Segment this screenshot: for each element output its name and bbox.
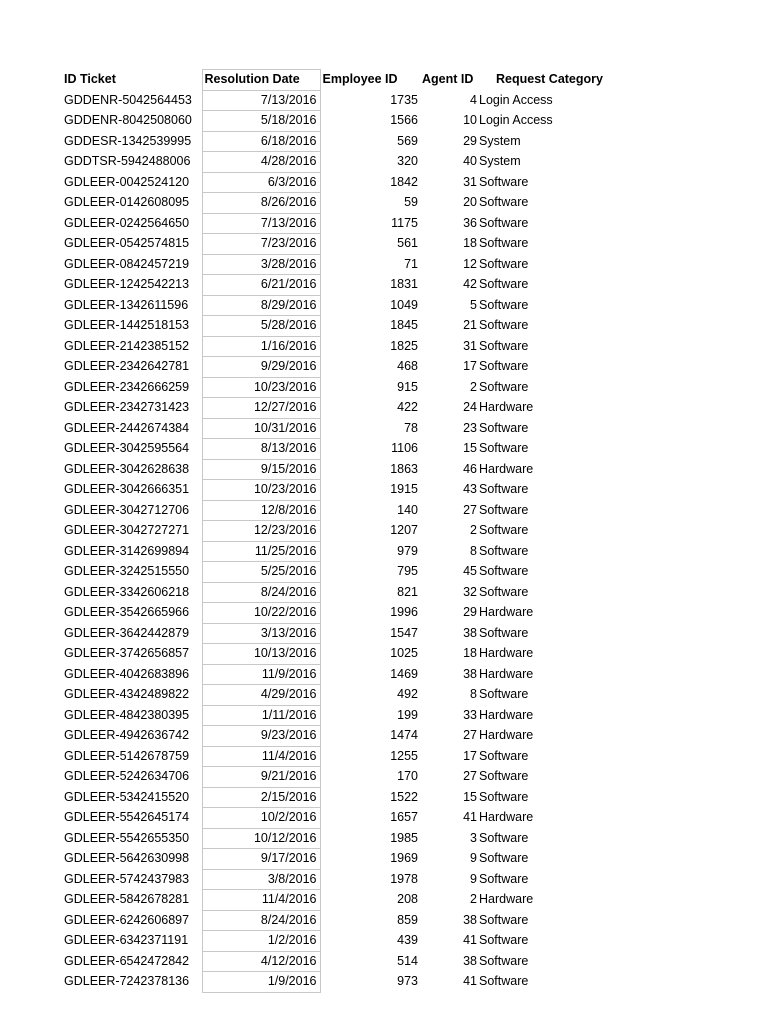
- cell-request-category[interactable]: Software: [479, 297, 529, 312]
- cell-employee-id[interactable]: 1842: [390, 174, 418, 189]
- cell-request-category[interactable]: Software: [479, 769, 529, 783]
- cell-id-ticket[interactable]: GDLEER-2342731423: [64, 400, 190, 414]
- cell-request-category[interactable]: Software: [479, 277, 529, 291]
- table-row: [60, 931, 608, 952]
- cell-employee-id[interactable]: 1985: [390, 830, 418, 845]
- cell-agent-id[interactable]: 20: [463, 195, 477, 209]
- header-id-ticket[interactable]: ID Ticket: [64, 72, 116, 86]
- table-row: [60, 623, 608, 644]
- cell-agent-id[interactable]: 42: [463, 277, 477, 291]
- cell-request-category[interactable]: Software: [479, 871, 529, 886]
- cell-agent-id[interactable]: 29: [463, 605, 477, 619]
- cell-id-ticket[interactable]: GDLEER-2342642781: [64, 359, 190, 373]
- cell-resolution-date[interactable]: 11/25/2016: [202, 541, 320, 562]
- cell-request-category[interactable]: Software: [479, 379, 529, 394]
- cell-resolution-date[interactable]: 7/23/2016: [202, 234, 320, 255]
- header-request-category[interactable]: Request Category: [496, 72, 603, 86]
- cell-resolution-date[interactable]: 6/3/2016: [202, 172, 320, 193]
- cell-request-category[interactable]: Software: [479, 482, 529, 496]
- cell-resolution-date[interactable]: 3/13/2016: [202, 623, 320, 644]
- table-row: [60, 849, 608, 870]
- cell-employee-id[interactable]: 1969: [390, 851, 418, 865]
- cell-agent-id[interactable]: 29: [463, 133, 477, 148]
- table-row: [60, 152, 608, 173]
- table-row: [60, 828, 608, 849]
- table-row: [60, 234, 608, 255]
- cell-request-category[interactable]: Login Access: [479, 113, 553, 127]
- cell-resolution-date[interactable]: 10/2/2016: [202, 808, 320, 829]
- table-row: [60, 910, 608, 931]
- cell-agent-id[interactable]: 2: [470, 892, 477, 906]
- cell-request-category[interactable]: Hardware: [479, 810, 534, 824]
- cell-employee-id[interactable]: 439: [397, 933, 418, 947]
- cell-employee-id[interactable]: 71: [404, 256, 418, 271]
- cell-request-category[interactable]: Software: [479, 687, 529, 701]
- header-employee-id[interactable]: Employee ID: [322, 72, 398, 86]
- cell-id-ticket[interactable]: GDDESR-1342539995: [64, 133, 192, 148]
- cell-agent-id[interactable]: 27: [463, 502, 477, 517]
- table-row: [60, 500, 608, 521]
- table-row: [60, 972, 608, 993]
- cell-employee-id[interactable]: 170: [397, 769, 418, 783]
- cell-id-ticket[interactable]: GDLEER-6242606897: [64, 912, 190, 927]
- cell-request-category[interactable]: Hardware: [479, 666, 534, 681]
- cell-id-ticket[interactable]: GDLEER-5142678759: [64, 748, 190, 763]
- cell-request-category[interactable]: Software: [479, 338, 529, 353]
- cell-resolution-date[interactable]: 5/25/2016: [202, 562, 320, 583]
- table-row: [60, 254, 608, 275]
- table-row: [60, 336, 608, 357]
- cell-agent-id[interactable]: 24: [463, 400, 477, 414]
- table-row: [60, 131, 608, 152]
- cell-agent-id[interactable]: 5: [470, 297, 477, 312]
- cell-request-category[interactable]: Software: [479, 830, 529, 845]
- cell-id-ticket[interactable]: GDLEER-7242378136: [64, 974, 190, 988]
- table-row: [60, 705, 608, 726]
- cell-resolution-date[interactable]: 9/23/2016: [202, 726, 320, 747]
- cell-agent-id[interactable]: 27: [463, 728, 477, 742]
- cell-employee-id[interactable]: 1845: [390, 318, 418, 332]
- table-row: [60, 746, 608, 767]
- cell-request-category[interactable]: Hardware: [479, 400, 534, 414]
- cell-agent-id[interactable]: 17: [463, 748, 477, 763]
- cell-employee-id[interactable]: 1025: [390, 646, 418, 660]
- cell-employee-id[interactable]: 1825: [390, 338, 418, 353]
- cell-resolution-date[interactable]: 11/4/2016: [202, 890, 320, 911]
- cell-id-ticket[interactable]: GDDENR-5042564453: [64, 92, 192, 107]
- table-row: [60, 521, 608, 542]
- cell-resolution-date[interactable]: 6/18/2016: [202, 131, 320, 152]
- cell-agent-id[interactable]: 27: [463, 769, 477, 783]
- header-row: [60, 70, 608, 91]
- cell-request-category[interactable]: Hardware: [479, 707, 534, 722]
- cell-resolution-date[interactable]: 12/27/2016: [202, 398, 320, 419]
- cell-request-category[interactable]: Login Access: [479, 92, 553, 107]
- cell-resolution-date[interactable]: 8/24/2016: [202, 582, 320, 603]
- table-row: [60, 459, 608, 480]
- table-row: [60, 562, 608, 583]
- cell-resolution-date[interactable]: 4/28/2016: [202, 152, 320, 173]
- table-row: [60, 172, 608, 193]
- table-row: [60, 890, 608, 911]
- cell-resolution-date[interactable]: 10/13/2016: [202, 644, 320, 665]
- cell-id-ticket[interactable]: GDLEER-0242564650: [64, 215, 190, 230]
- cell-employee-id[interactable]: 514: [397, 953, 418, 968]
- table-row: [60, 603, 608, 624]
- cell-resolution-date[interactable]: 8/24/2016: [202, 910, 320, 931]
- table-row: [60, 111, 608, 132]
- header-resolution-date[interactable]: Resolution Date: [202, 70, 320, 91]
- table-row: [60, 398, 608, 419]
- cell-agent-id[interactable]: 38: [463, 912, 477, 927]
- table-row: [60, 418, 608, 439]
- cell-id-ticket[interactable]: GDLEER-3142699894: [64, 543, 190, 558]
- cell-id-ticket[interactable]: GDLEER-5742437983: [64, 871, 190, 886]
- cell-id-ticket[interactable]: GDLEER-2142385152: [64, 338, 190, 353]
- cell-agent-id[interactable]: 21: [463, 318, 477, 332]
- cell-agent-id[interactable]: 3: [470, 830, 477, 845]
- cell-employee-id[interactable]: 1566: [390, 113, 418, 127]
- cell-agent-id[interactable]: 43: [463, 482, 477, 496]
- cell-agent-id[interactable]: 15: [463, 789, 477, 804]
- cell-agent-id[interactable]: 31: [463, 174, 477, 189]
- cell-resolution-date[interactable]: 5/28/2016: [202, 316, 320, 337]
- cell-employee-id[interactable]: 1915: [390, 482, 418, 496]
- cell-agent-id[interactable]: 38: [463, 666, 477, 681]
- cell-employee-id[interactable]: 1469: [390, 666, 418, 681]
- cell-id-ticket[interactable]: GDLEER-3042666351: [64, 482, 190, 496]
- table-row: [60, 869, 608, 890]
- cell-resolution-date[interactable]: 3/8/2016: [202, 869, 320, 890]
- cell-resolution-date[interactable]: 1/16/2016: [202, 336, 320, 357]
- cell-id-ticket[interactable]: GDLEER-5342415520: [64, 789, 190, 804]
- cell-resolution-date[interactable]: 12/23/2016: [202, 521, 320, 542]
- cell-agent-id[interactable]: 38: [463, 625, 477, 640]
- table-body: [60, 90, 608, 992]
- cell-request-category[interactable]: Software: [479, 625, 529, 640]
- cell-request-category[interactable]: Hardware: [479, 605, 534, 619]
- cell-request-category[interactable]: Software: [479, 195, 529, 209]
- cell-agent-id[interactable]: 8: [470, 687, 477, 701]
- cell-agent-id[interactable]: 10: [463, 113, 477, 127]
- cell-agent-id[interactable]: 4: [470, 92, 477, 107]
- cell-employee-id[interactable]: 979: [397, 543, 418, 558]
- table-row: [60, 664, 608, 685]
- cell-request-category[interactable]: Hardware: [479, 646, 534, 660]
- cell-employee-id[interactable]: 915: [397, 379, 418, 394]
- cell-resolution-date[interactable]: 12/8/2016: [202, 500, 320, 521]
- cell-request-category[interactable]: Software: [479, 584, 529, 599]
- cell-id-ticket[interactable]: GDLEER-0542574815: [64, 236, 190, 250]
- cell-id-ticket[interactable]: GDLEER-2342666259: [64, 379, 190, 394]
- cell-resolution-date[interactable]: 4/29/2016: [202, 685, 320, 706]
- cell-agent-id[interactable]: 18: [463, 646, 477, 660]
- cell-resolution-date[interactable]: 5/18/2016: [202, 111, 320, 132]
- cell-request-category[interactable]: Software: [479, 912, 529, 927]
- cell-agent-id[interactable]: 32: [463, 584, 477, 599]
- cell-resolution-date[interactable]: 2/15/2016: [202, 787, 320, 808]
- cell-resolution-date[interactable]: 1/11/2016: [202, 705, 320, 726]
- cell-employee-id[interactable]: 1547: [390, 625, 418, 640]
- cell-agent-id[interactable]: 8: [470, 543, 477, 558]
- cell-resolution-date[interactable]: 8/26/2016: [202, 193, 320, 214]
- cell-resolution-date[interactable]: 8/13/2016: [202, 439, 320, 460]
- cell-employee-id[interactable]: 78: [404, 420, 418, 435]
- cell-agent-id[interactable]: 18: [463, 236, 477, 250]
- cell-request-category[interactable]: System: [479, 154, 521, 168]
- cell-id-ticket[interactable]: GDLEER-6342371191: [64, 933, 189, 947]
- cell-id-ticket[interactable]: GDLEER-4842380395: [64, 707, 190, 722]
- cell-employee-id[interactable]: 1207: [390, 523, 418, 537]
- cell-request-category[interactable]: Software: [479, 318, 529, 332]
- cell-id-ticket[interactable]: GDLEER-6542472842: [64, 953, 190, 968]
- cell-request-category[interactable]: Software: [479, 174, 529, 189]
- cell-agent-id[interactable]: 9: [470, 851, 477, 865]
- cell-request-category[interactable]: Software: [479, 543, 529, 558]
- ticket-table: [60, 69, 609, 993]
- cell-employee-id[interactable]: 492: [397, 687, 418, 701]
- cell-resolution-date[interactable]: 11/4/2016: [202, 746, 320, 767]
- cell-request-category[interactable]: Software: [479, 502, 529, 517]
- cell-resolution-date[interactable]: 6/21/2016: [202, 275, 320, 296]
- cell-request-category[interactable]: Hardware: [479, 892, 534, 906]
- cell-agent-id[interactable]: 2: [470, 523, 477, 537]
- table-row: [60, 767, 608, 788]
- cell-employee-id[interactable]: 1522: [390, 789, 418, 804]
- cell-id-ticket[interactable]: GDLEER-0142608095: [64, 195, 190, 209]
- cell-agent-id[interactable]: 23: [463, 420, 477, 435]
- cell-request-category[interactable]: Software: [479, 789, 529, 804]
- table-row: [60, 951, 608, 972]
- cell-request-category[interactable]: Hardware: [479, 461, 534, 476]
- cell-request-category[interactable]: Software: [479, 851, 529, 865]
- cell-request-category[interactable]: Hardware: [479, 728, 534, 742]
- cell-agent-id[interactable]: 17: [463, 359, 477, 373]
- cell-employee-id[interactable]: 561: [397, 236, 418, 250]
- cell-agent-id[interactable]: 38: [463, 953, 477, 968]
- cell-employee-id[interactable]: 569: [397, 133, 418, 148]
- cell-resolution-date[interactable]: 3/28/2016: [202, 254, 320, 275]
- cell-agent-id[interactable]: 45: [463, 564, 477, 578]
- cell-resolution-date[interactable]: 10/23/2016: [202, 377, 320, 398]
- cell-employee-id[interactable]: 468: [397, 359, 418, 373]
- cell-resolution-date[interactable]: 1/9/2016: [202, 972, 320, 993]
- cell-employee-id[interactable]: 140: [397, 502, 418, 517]
- cell-employee-id[interactable]: 320: [397, 154, 418, 168]
- cell-request-category[interactable]: Software: [479, 359, 529, 373]
- cell-resolution-date[interactable]: 4/12/2016: [202, 951, 320, 972]
- table-row: [60, 193, 608, 214]
- cell-request-category[interactable]: Software: [479, 256, 529, 271]
- cell-resolution-date[interactable]: 9/15/2016: [202, 459, 320, 480]
- cell-employee-id[interactable]: 199: [397, 707, 418, 722]
- cell-resolution-date[interactable]: 11/9/2016: [202, 664, 320, 685]
- cell-resolution-date[interactable]: 1/2/2016: [202, 931, 320, 952]
- cell-id-ticket[interactable]: GDLEER-3042595564: [64, 441, 190, 455]
- cell-employee-id[interactable]: 1863: [390, 461, 418, 476]
- table-row: [60, 726, 608, 747]
- cell-agent-id[interactable]: 33: [463, 707, 477, 722]
- table-row: [60, 357, 608, 378]
- cell-resolution-date[interactable]: 10/12/2016: [202, 828, 320, 849]
- cell-agent-id[interactable]: 15: [463, 441, 477, 455]
- cell-employee-id[interactable]: 422: [397, 400, 418, 414]
- cell-agent-id[interactable]: 41: [463, 974, 477, 988]
- cell-request-category[interactable]: Software: [479, 523, 529, 537]
- cell-resolution-date[interactable]: 10/31/2016: [202, 418, 320, 439]
- cell-id-ticket[interactable]: GDLEER-0842457219: [64, 256, 190, 271]
- cell-request-category[interactable]: Software: [479, 953, 529, 968]
- cell-employee-id[interactable]: 795: [397, 564, 418, 578]
- spreadsheet: [0, 69, 768, 993]
- cell-agent-id[interactable]: 12: [463, 256, 477, 271]
- cell-id-ticket[interactable]: GDDTSR-5942488006: [64, 154, 191, 168]
- cell-resolution-date[interactable]: 9/17/2016: [202, 849, 320, 870]
- cell-agent-id[interactable]: 31: [463, 338, 477, 353]
- cell-employee-id[interactable]: 821: [397, 584, 418, 599]
- header-agent-id[interactable]: Agent ID: [422, 72, 474, 86]
- cell-agent-id[interactable]: 2: [470, 379, 477, 394]
- table-row: [60, 439, 608, 460]
- cell-id-ticket[interactable]: GDLEER-4342489822: [64, 687, 190, 701]
- cell-employee-id[interactable]: 1049: [390, 297, 418, 312]
- table-row: [60, 316, 608, 337]
- table-row: [60, 644, 608, 665]
- cell-id-ticket[interactable]: GDLEER-2442674384: [64, 420, 190, 435]
- table-row: [60, 275, 608, 296]
- cell-request-category[interactable]: Software: [479, 441, 529, 455]
- cell-id-ticket[interactable]: GDLEER-0042524120: [64, 174, 190, 189]
- cell-employee-id[interactable]: 859: [397, 912, 418, 927]
- cell-request-category[interactable]: Software: [479, 236, 529, 250]
- cell-id-ticket[interactable]: GDLEER-3042712706: [64, 502, 190, 517]
- cell-agent-id[interactable]: 36: [463, 215, 477, 230]
- table-row: [60, 213, 608, 234]
- cell-agent-id[interactable]: 40: [463, 154, 477, 168]
- cell-id-ticket[interactable]: GDLEER-3342606218: [64, 584, 190, 599]
- cell-employee-id[interactable]: 1255: [390, 748, 418, 763]
- cell-id-ticket[interactable]: GDLEER-3742656857: [64, 646, 190, 660]
- cell-id-ticket[interactable]: GDLEER-5542655350: [64, 830, 190, 845]
- cell-agent-id[interactable]: 41: [463, 933, 477, 947]
- cell-request-category[interactable]: Software: [479, 420, 529, 435]
- cell-resolution-date[interactable]: 7/13/2016: [202, 213, 320, 234]
- cell-id-ticket[interactable]: GDLEER-4942636742: [64, 728, 190, 742]
- table-row: [60, 377, 608, 398]
- cell-id-ticket[interactable]: GDLEER-4042683896: [64, 666, 190, 681]
- table-row: [60, 90, 608, 111]
- cell-employee-id[interactable]: 1175: [391, 215, 418, 230]
- cell-request-category[interactable]: Software: [479, 215, 529, 230]
- cell-resolution-date[interactable]: 9/29/2016: [202, 357, 320, 378]
- cell-agent-id[interactable]: 46: [463, 461, 477, 476]
- table-row: [60, 541, 608, 562]
- cell-id-ticket[interactable]: GDLEER-3242515550: [64, 564, 190, 578]
- cell-employee-id[interactable]: 973: [397, 974, 418, 988]
- cell-resolution-date[interactable]: 8/29/2016: [202, 295, 320, 316]
- cell-employee-id[interactable]: 1735: [390, 92, 418, 107]
- cell-id-ticket[interactable]: GDLEER-1442518153: [64, 318, 190, 332]
- cell-id-ticket[interactable]: GDLEER-5642630998: [64, 851, 190, 865]
- cell-request-category[interactable]: Software: [479, 748, 529, 763]
- cell-employee-id[interactable]: 1474: [390, 728, 418, 742]
- cell-request-category[interactable]: Software: [479, 933, 529, 947]
- cell-id-ticket[interactable]: GDLEER-1242542213: [64, 277, 190, 291]
- table-row: [60, 787, 608, 808]
- table-row: [60, 480, 608, 501]
- cell-request-category[interactable]: System: [479, 133, 521, 148]
- table-row: [60, 295, 608, 316]
- cell-request-category[interactable]: Software: [479, 564, 529, 578]
- table-row: [60, 808, 608, 829]
- cell-employee-id[interactable]: 1978: [390, 871, 418, 886]
- cell-id-ticket[interactable]: GDLEER-5242634706: [64, 769, 190, 783]
- table-row: [60, 685, 608, 706]
- cell-agent-id[interactable]: 9: [470, 871, 477, 886]
- cell-resolution-date[interactable]: 10/22/2016: [202, 603, 320, 624]
- cell-resolution-date[interactable]: 10/23/2016: [202, 480, 320, 501]
- cell-id-ticket[interactable]: GDLEER-5542645174: [64, 810, 190, 824]
- cell-id-ticket[interactable]: GDLEER-1342611596: [64, 297, 189, 312]
- cell-employee-id[interactable]: 1831: [390, 277, 418, 291]
- cell-employee-id[interactable]: 1106: [391, 441, 418, 455]
- cell-resolution-date[interactable]: 9/21/2016: [202, 767, 320, 788]
- cell-id-ticket[interactable]: GDDENR-8042508060: [64, 113, 192, 127]
- table-row: [60, 582, 608, 603]
- cell-employee-id[interactable]: 1657: [390, 810, 418, 824]
- cell-employee-id[interactable]: 1996: [390, 605, 418, 619]
- cell-request-category[interactable]: Software: [479, 974, 529, 988]
- cell-id-ticket[interactable]: GDLEER-3642442879: [64, 625, 190, 640]
- cell-id-ticket[interactable]: GDLEER-5842678281: [64, 892, 190, 906]
- cell-id-ticket[interactable]: GDLEER-3042727271: [64, 523, 190, 537]
- cell-employee-id[interactable]: 208: [397, 892, 418, 906]
- cell-agent-id[interactable]: 41: [463, 810, 477, 824]
- cell-employee-id[interactable]: 59: [404, 195, 418, 209]
- cell-resolution-date[interactable]: 7/13/2016: [202, 90, 320, 111]
- cell-id-ticket[interactable]: GDLEER-3042628638: [64, 461, 190, 476]
- cell-id-ticket[interactable]: GDLEER-3542665966: [64, 605, 190, 619]
